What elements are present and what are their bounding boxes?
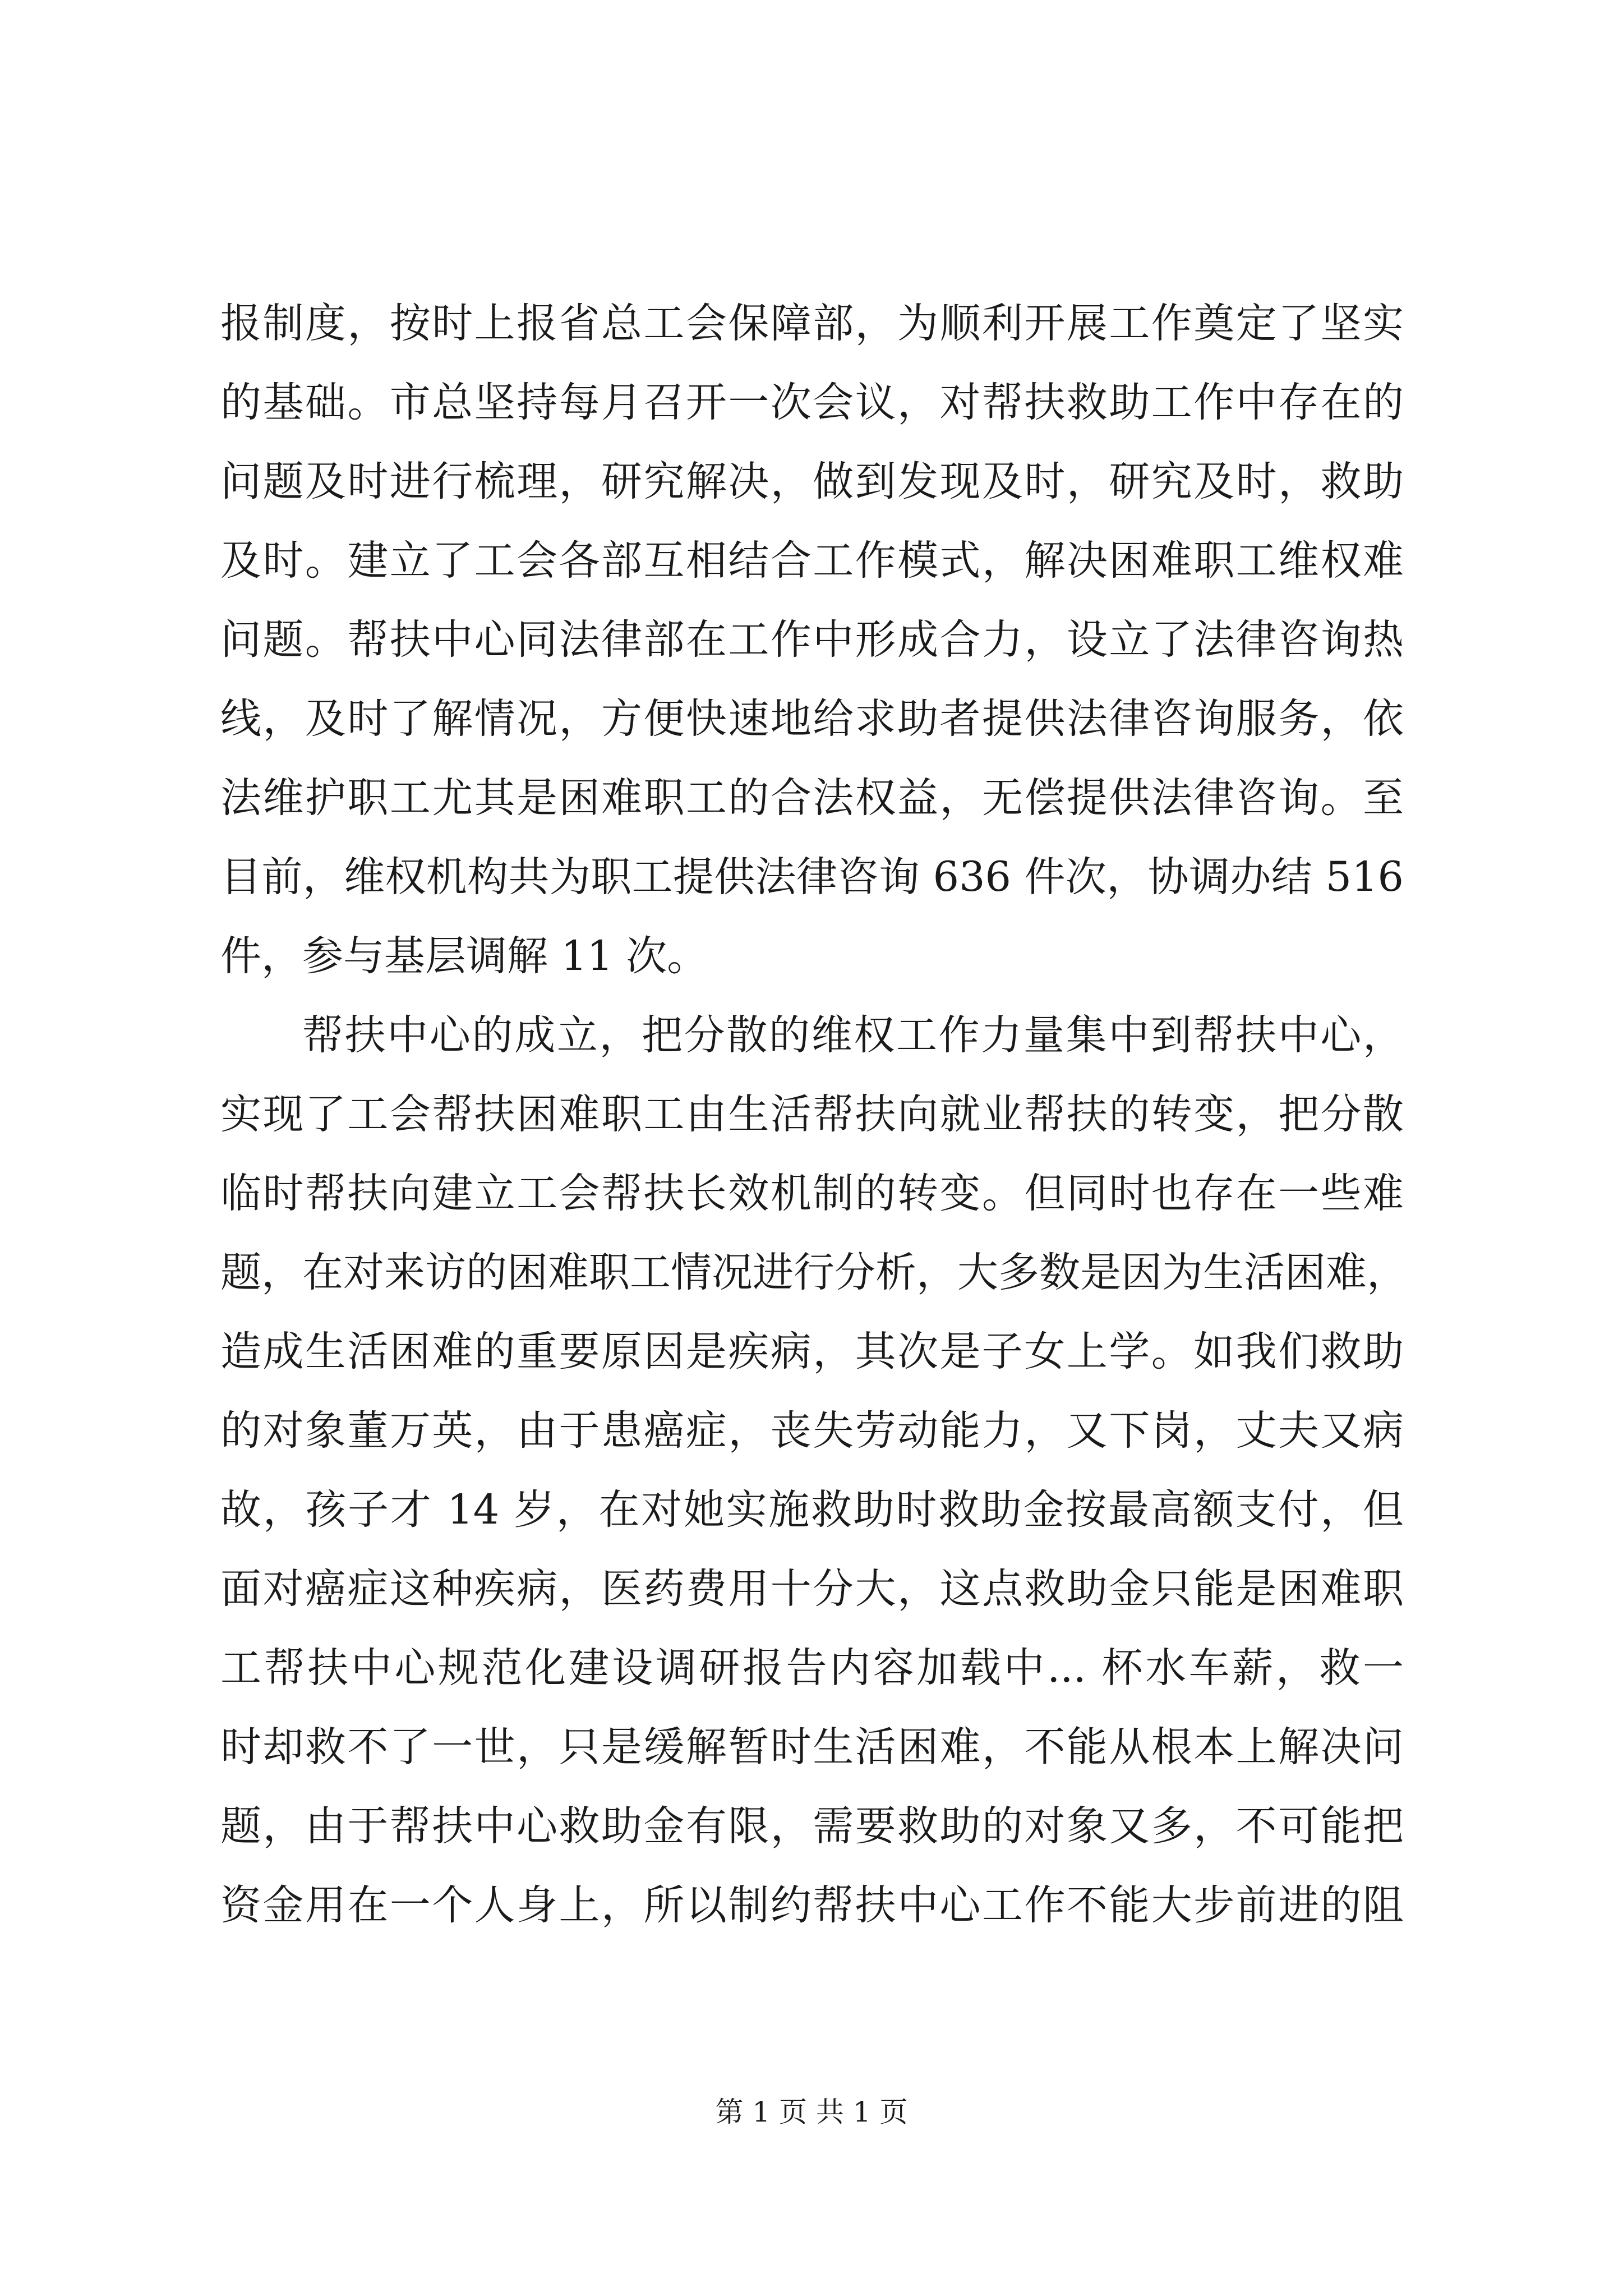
text-line: 时却救不了一世，只是缓解暂时生活困难，不能从根本上解决问 — [220, 1723, 1404, 1771]
text-line: 目前，维权机构共为职工提供法律咨询 636 件次，协调办结 516 — [220, 853, 1404, 901]
text-line: 故，孩子才 14 岁，在对她实施救助时救助金按最高额支付，但 — [220, 1486, 1404, 1534]
paragraph-first-line: 帮扶中心的成立，把分散的维权工作力量集中到帮扶中心， — [302, 1011, 1404, 1059]
text-line: 件，参与基层调解 11 次。 — [220, 932, 708, 980]
text-line: 题，在对来访的困难职工情况进行分析，大多数是因为生活困难， — [220, 1249, 1408, 1296]
page-number-footer: 第 1 页 共 1 页 — [715, 2096, 908, 2128]
text-line: 造成生活困难的重要原因是疾病，其次是子女上学。如我们救助 — [220, 1328, 1404, 1375]
text-line: 资金用在一个人身上，所以制约帮扶中心工作不能大步前进的阻 — [220, 1881, 1404, 1929]
text-line: 临时帮扶向建立工会帮扶长效机制的转变。但同时也存在一些难 — [220, 1170, 1404, 1217]
text-line: 工帮扶中心规范化建设调研报告内容加载中... 杯水车薪，救一 — [220, 1644, 1404, 1692]
text-line: 及时。建立了工会各部互相结合工作模式，解决困难职工维权难 — [220, 537, 1404, 585]
text-line: 题，由于帮扶中心救助金有限，需要救助的对象又多，不可能把 — [220, 1802, 1404, 1850]
text-line: 的基础。市总坚持每月召开一次会议，对帮扶救助工作中存在的 — [220, 379, 1404, 426]
text-line: 面对癌症这种疾病，医药费用十分大，这点救助金只能是困难职 — [220, 1565, 1404, 1613]
text-line: 线，及时了解情况，方便快速地给求助者提供法律咨询服务，依 — [220, 695, 1404, 743]
text-line: 问题及时进行梳理，研究解决，做到发现及时，研究及时，救助 — [220, 458, 1404, 505]
text-line: 实现了工会帮扶困难职工由生活帮扶向就业帮扶的转变，把分散 — [220, 1091, 1404, 1138]
text-line: 法维护职工尤其是困难职工的合法权益，无偿提供法律咨询。至 — [220, 774, 1404, 822]
text-line: 报制度，按时上报省总工会保障部，为顺利开展工作奠定了坚实 — [220, 300, 1404, 347]
text-line: 的对象董万英，由于患癌症，丧失劳动能力，又下岗，丈夫又病 — [220, 1407, 1404, 1455]
text-line: 问题。帮扶中心同法律部在工作中形成合力，设立了法律咨询热 — [220, 616, 1404, 664]
